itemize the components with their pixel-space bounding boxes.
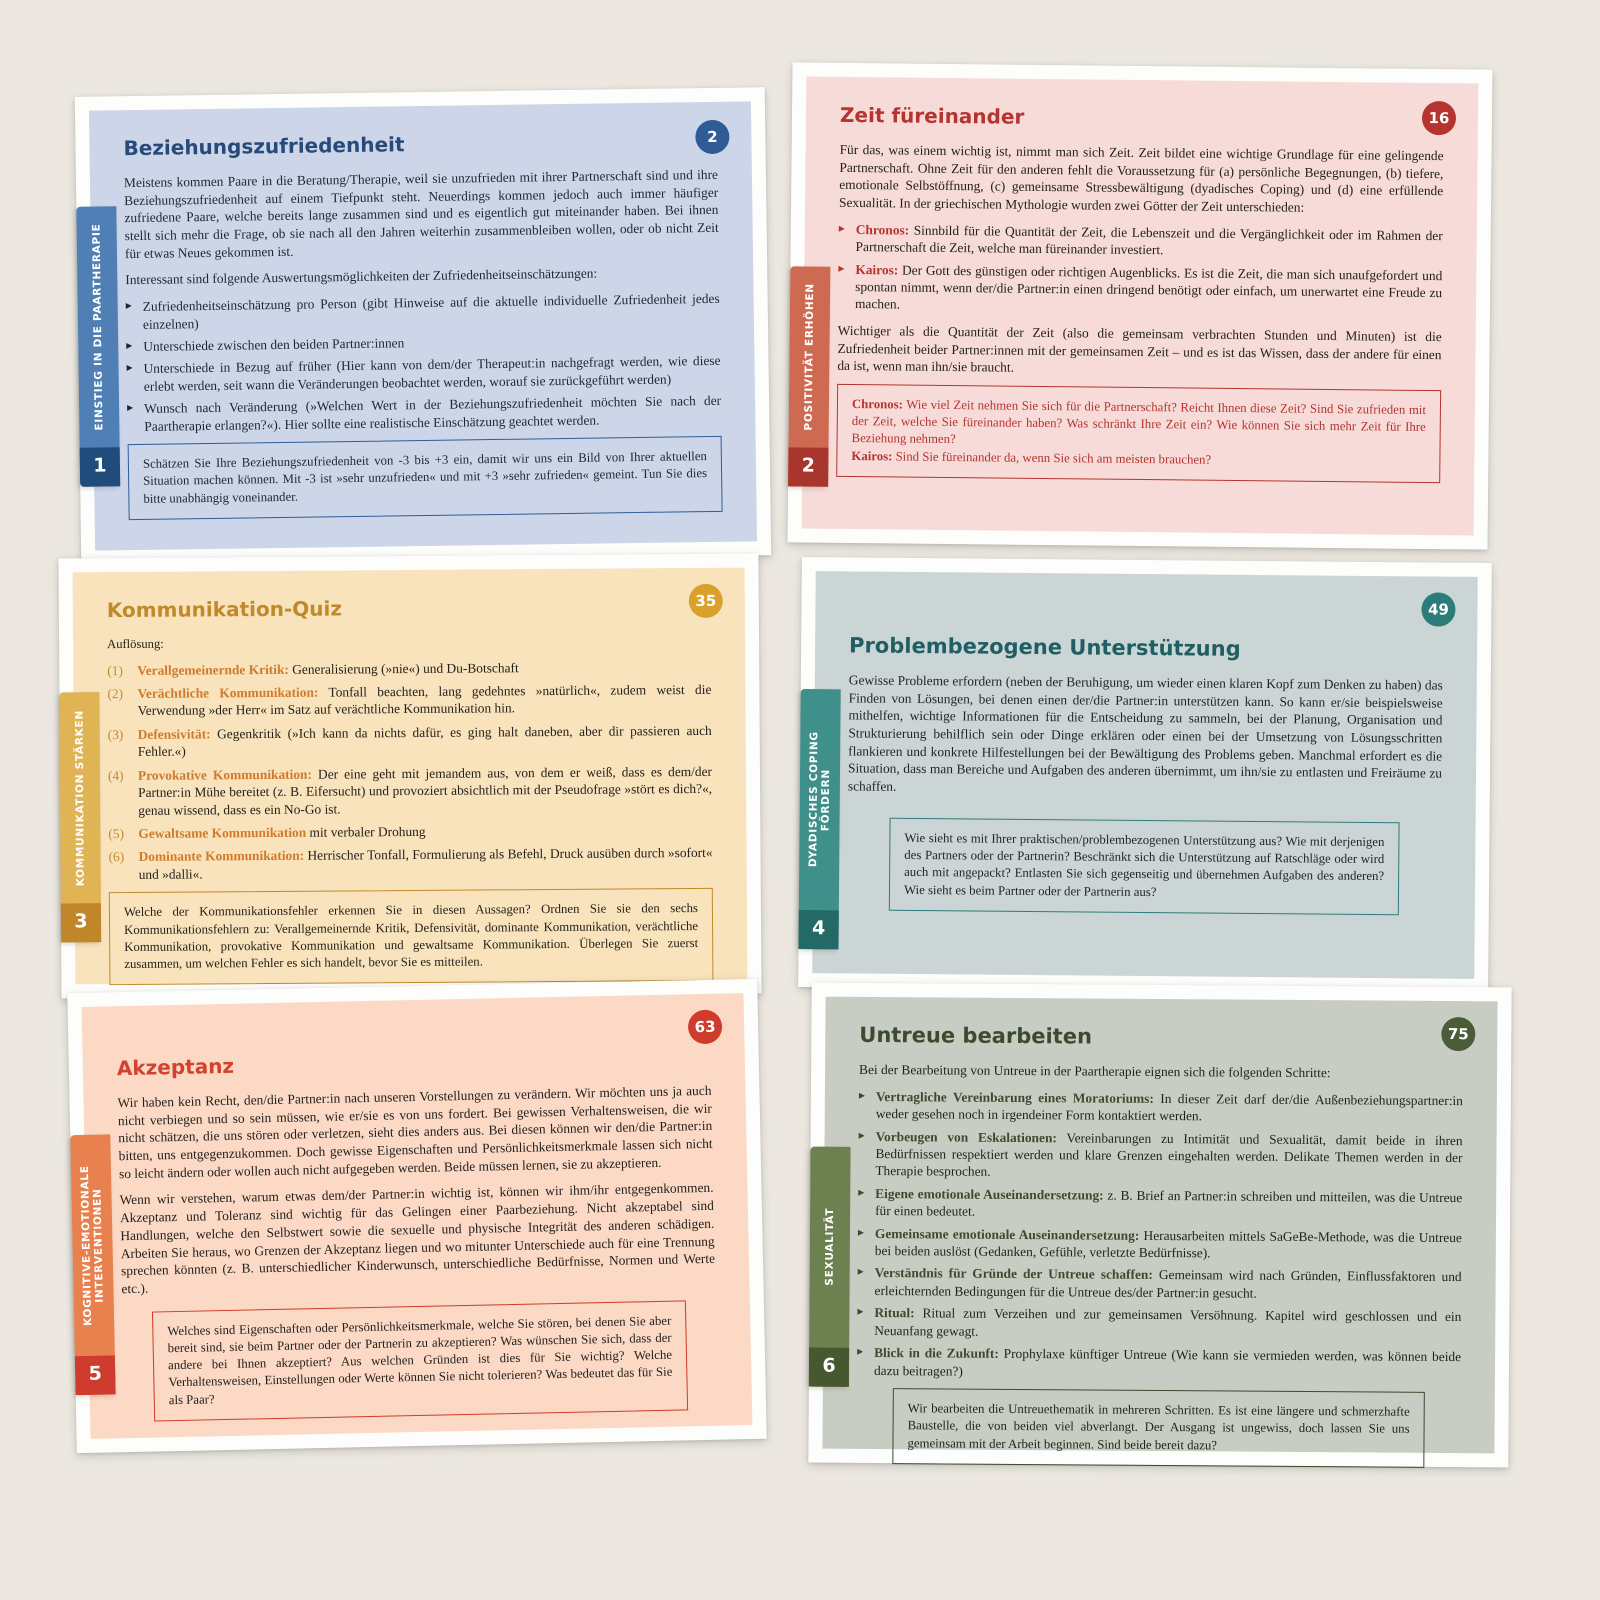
- list-item-text: Gemeinsam wird nach Gründen, Einflussfaktoren und erleichternden Bedingungen für die Untreue des/der Partner:in gesucht.: [874, 1267, 1462, 1301]
- card-number-badge: 49: [1421, 592, 1455, 626]
- list-item-lead: Chronos:: [855, 221, 910, 238]
- card-number-badge: 63: [688, 1010, 723, 1045]
- question-box: Wie sieht es mit Ihrer praktischen/problembezogenen Unterstützung aus? Wie mit derjenigen des Partners oder der Partnerin? Beschränkt sich die Unterstützung auf Ratschläge oder wird auch mit angepackt? Entlasten Sie sich gegenseitig und übernehmen Aufgaben des anderen? Wie sieht es beim Partner oder der Partnerin aus?: [889, 818, 1400, 916]
- card-body: [124, 166, 723, 520]
- bullet-list: [857, 1088, 1463, 1384]
- bullet-list: [126, 290, 722, 435]
- card-kommunikation-quiz[interactable]: [58, 554, 761, 999]
- card-title: Problembezogene Unterstützung: [849, 633, 1241, 661]
- bullet-list: [838, 221, 1443, 319]
- card-body: [117, 1082, 718, 1422]
- list-item: [857, 1344, 1461, 1383]
- question-text: Sind Sie füreinander da, wenn Sie sich am meisten brauchen?: [892, 449, 1212, 467]
- card-inner: [807, 571, 1477, 979]
- card-side-tab[interactable]: [788, 266, 830, 486]
- card-untreue-bearbeiten[interactable]: [808, 983, 1511, 1468]
- list-item: [858, 1185, 1462, 1224]
- list-item: [839, 221, 1443, 262]
- list-item-number: (5): [108, 825, 125, 842]
- question-box: [836, 384, 1441, 483]
- card-side-tab-label: POSITIVITÄT ERHÖHEN: [802, 283, 817, 431]
- list-item-lead: Blick in die Zukunft:: [874, 1345, 999, 1362]
- card-title: Kommunikation-Quiz: [106, 596, 343, 623]
- list-item-lead: Defensivität:: [137, 726, 211, 742]
- list-item-text: Herrischer Tonfall, Formulierung als Befehl, Druck ausüben durch »sofort« und »dalli«.: [138, 845, 713, 882]
- question-box: Wir bearbeiten die Untreuethematik in mehreren Schritten. Es ist eine längere und schmerzhafte Baustelle, die von beiden viel abverlangt. Der Ausgang ist ungewiss, doch lassen Sie uns gemeinsam mit der Arbeit beginnen. Sind beide bereit dazu?: [892, 1388, 1425, 1468]
- numbered-list: [107, 658, 713, 884]
- list-item-text: In dieser Zeit darf der/die Außenbeziehungspartner:in weder gesehen noch in irgendeiner Form kontaktiert werden.: [875, 1090, 1463, 1124]
- card-side-tab-label: EINSTIEG IN DIE PAARTHERAPIE: [90, 223, 106, 431]
- card-title: Akzeptanz: [116, 1053, 235, 1081]
- question-box: Welche der Kommunikationsfehler erkennen Sie in diesen Aussagen? Ordnen Sie sie den sechs Kommunikationsfehlern zu: Verallgemeinernde Kritik, Defensivität, dominante Kommunikation, verächtliche Kommunikation, provokative Kommunikation und gewaltsame Kommunikation. Überlegen Sie zuerst zusammen, um welchen Fehler es sich handelt, bevor Sie es mitteilen.: [109, 888, 714, 985]
- card-side-tab[interactable]: [809, 1147, 851, 1387]
- card-side-tab-label: SEXUALITÄT: [823, 1208, 837, 1287]
- list-item-text: z. B. Brief an Partner:in schreiben und mitteilen, was die Untreue für einen bedeutet.: [875, 1187, 1463, 1219]
- card-title: Beziehungszufriedenheit: [123, 132, 405, 161]
- card-number-badge: 35: [689, 584, 723, 618]
- list-item: [858, 1127, 1462, 1183]
- list-item-lead: Vorbeugen von Eskalationen:: [875, 1128, 1057, 1145]
- list-item-lead: Verächtliche Kommunikation:: [137, 684, 319, 701]
- list-item-lead: Dominante Kommunikation:: [138, 848, 305, 865]
- list-item: [108, 722, 712, 761]
- card-side-tab-label: KOGNITIVE-EMOTIONALE INTERVENTIONEN: [78, 1164, 106, 1326]
- list-item: [857, 1264, 1461, 1303]
- paragraph: Wichtiger als die Quantität der Zeit (also die gemeinsam verbrachten Stunden und Minuten) ist die Zufriedenheit beider Partner:innen mit der gemeinsamen Zeit – und es ist das Wissen, dass der andere für einen da ist, wenn man ihn/sie braucht.: [837, 322, 1442, 375]
- question-lead: Chronos:: [851, 396, 903, 412]
- question-lead: Kairos:: [851, 448, 893, 464]
- list-item-lead: Vertragliche Vereinbarung eines Moratoriums:: [875, 1088, 1154, 1106]
- card-body: [847, 671, 1443, 915]
- list-item: [859, 1088, 1463, 1127]
- list-item-number: (1): [107, 662, 123, 678]
- list-item: [107, 681, 711, 720]
- list-item-text: Tonfall beachten, lang gedehntes »natürlich«, zudem weist die Verwendung »der Herr« im Satz auf verächtliche Kommunikation hin.: [137, 681, 712, 719]
- card-side-tab-number: 2: [788, 447, 828, 486]
- card-akzeptanz[interactable]: [67, 979, 766, 1453]
- paragraph: Für das, was einem wichtig ist, nimmt man sich Zeit. Zeit bildet eine wichtige Grundlage für eine gelingende Partnerschaft. Ohne Zeit für den anderen fehlt die Voraussetzung für (a) persönliche Begegnungen, (b) tiefere, emotionale Selbstöffnung, (c) gemeinsame Stressbewältigung (dyadisches Coping) und (d) eine erfüllende Sexualität. In der griechischen Mythologie wurden zwei Götter der Zeit unterschieden:: [838, 141, 1444, 215]
- card-beziehungszufriedenheit[interactable]: [75, 87, 771, 565]
- card-problembezogene-unterstuetzung[interactable]: [798, 557, 1492, 993]
- card-side-tab[interactable]: [59, 692, 101, 942]
- list-item: [838, 260, 1443, 319]
- list-item-text: Der eine geht mit jemandem aus, von dem er weiß, dass es dem/der Partner:in Mühe bereitet (z. B. Eifersucht) und provoziert absichtlich mit der Pseudofrage »stört es dich?«, genau wissend, dass es ein No-Go ist.: [138, 763, 713, 818]
- card-side-tab[interactable]: [76, 206, 120, 487]
- list-item: [108, 763, 712, 819]
- list-item: [857, 1304, 1461, 1343]
- card-body: [107, 632, 713, 986]
- card-side-tab-number: 3: [61, 903, 101, 942]
- intro-text: Auflösung:: [107, 636, 164, 652]
- list-item-number: (6): [108, 849, 125, 865]
- paragraph: Interessant sind folgende Auswertungsmöglichkeiten der Zufriedenheitseinschätzungen:: [125, 266, 598, 288]
- card-inner: [78, 993, 753, 1439]
- list-item-lead: Eigene emotionale Auseinandersetzung:: [875, 1185, 1104, 1203]
- list-item-text: Herausarbeiten mittels SaGeBe-Methode, was die Untreue bei beiden auslöst (Gedanken, Gefühle, verletzte Bedürfnisse).: [874, 1227, 1462, 1261]
- list-item-text: Generalisierung (»nie«) und Du-Botschaft: [288, 659, 519, 677]
- card-side-tab[interactable]: [798, 689, 840, 949]
- card-inner: [822, 997, 1497, 1454]
- list-item-lead: Verallgemeinernde Kritik:: [137, 661, 289, 678]
- card-side-tab-number: 1: [80, 447, 121, 487]
- card-side-tab-number: 5: [75, 1355, 116, 1395]
- list-item-lead: Kairos:: [855, 261, 899, 278]
- list-item-lead: Provokative Kommunikation:: [137, 766, 312, 783]
- paragraph: Wenn wir verstehen, warum etwas dem/der Partner:in wichtig ist, können wir ihm/ihr entgegenkommen. Akzeptanz und Toleranz sind wichtig für das Gelingen einer Paarbeziehung. Nicht akzeptabel sind Handlungen, welche den Selbstwert sowie die sexuelle und physische Integrität des anderen schädigen. Arbeiten Sie heraus, wo Grenzen der Akzeptanz liegen und wo mitunter Unterschiede auch für eine Trennung sprechen könnten (z. B. unterschiedlicher Kinderwunsch, unterschiedliche Bedürfnisse, Normen und Werte etc.).: [119, 1180, 716, 1297]
- question-box: Schätzen Sie Ihre Beziehungszufriedenheit von -3 bis +3 ein, damit wir uns ein Bild von Ihrer aktuellen Situation machen können. Mit -3 ist »sehr unzufrieden« und mit +3 »sehr zufrieden« gemeint. Tun Sie dies bitte unabhängig voneinander.: [128, 436, 723, 520]
- card-zeit-fuereinander[interactable]: [788, 62, 1493, 549]
- list-item: [107, 658, 711, 680]
- question-text: Wie viel Zeit nehmen Sie sich für die Partnerschaft? Reicht Ihnen diese Zeit? Sind Sie zufrieden mit der Zeit, welche Sie füreinander haben? Was schränkt Ihre Zeit ein? Wie können Sie sich mehr Zeit für Ihre Beziehung nehmen?: [851, 397, 1427, 447]
- card-body: [856, 1061, 1463, 1468]
- card-inner: [89, 101, 757, 550]
- paragraph: Wir haben kein Recht, den/die Partner:in nach unseren Vorstellungen zu verändern. Wir möchten uns ja auch nicht verbiegen und so sein müssen, wie er/sie es von uns fordert. Bei gewissen Verhaltensweisen, die wir nicht schätzen, die uns stören oder verletzen, sieht dies anders aus. Bei diesen können wir den/die Partner:in bitten, uns entgegenzukommen. Doch gewisse Eigenschaften und Persönlichkeitsmerkmale lassen sich nicht so leicht ändern oder wollen auch nicht aufgegeben werden. Beide müssen lernen, sie zu akzeptieren.: [117, 1082, 713, 1181]
- card-body: [836, 141, 1443, 483]
- card-number-badge: 75: [1441, 1017, 1475, 1051]
- card-side-tab-label: DYADISCHES COPING FÖRDERN: [807, 731, 833, 868]
- question-line: [852, 396, 1427, 454]
- list-item: [108, 821, 712, 843]
- card-number-badge: 2: [695, 120, 729, 154]
- list-item: [108, 844, 712, 883]
- card-title: Zeit füreinander: [839, 102, 1025, 129]
- list-item-text: Der Gott des günstigen oder richtigen Augenblicks. Es ist die Zeit, die man sich unaufgefordert und spontan nimmt, wenn der/die Partner:in einen dringend benötigt oder einfach, um unerwartet eine Freude zu machen.: [854, 262, 1443, 312]
- list-item-lead: Verständnis für Gründe der Untreue schaffen:: [874, 1265, 1153, 1283]
- card-title: Untreue bearbeiten: [859, 1022, 1093, 1049]
- list-item-text: Vereinbarungen zu Intimität und Sexualität, damit beide in ihren Bedürfnissen respektiert werden und klare Grenzen eingehalten werden. Delikate Themen werden in der Therapie besprochen.: [875, 1129, 1463, 1180]
- card-inner: [73, 568, 748, 985]
- card-side-tab[interactable]: [70, 1134, 115, 1395]
- list-item-number: (3): [107, 726, 124, 742]
- card-side-tab-number: 6: [809, 1348, 849, 1387]
- list-item-lead: Ritual:: [874, 1305, 915, 1321]
- paragraph: Gewisse Probleme erfordern (neben der Beruhigung, um wieder einen klaren Kopf zum Denken zu haben) das Finden von Lösungen, bei denen einen der/die Partner:in unterstützen kann. So kann er/sie beispielsweise mithelfen, wichtige Informationen für die Entscheidung zu sammeln, bei der Planung, Organisation und Strukturierung behilflich sein oder Dinge erklären oder einen bei der Umsetzung von Lösungsschritten flankieren und konkrete Hilfestellungen bei der Bewältigung des Problems geben. Manchmal erfordert es die Situation, dass man Bereiche und Aufgaben des anderen übernimmt, um ihn/sie zu entlasten und Freiräume zu schaffen.: [847, 672, 1443, 794]
- list-item-text: Ritual zum Verzeihen und zur gemeinsamen Versöhnung. Kapitel wird geschlossen und ein Neuanfang gewagt.: [874, 1305, 1462, 1339]
- list-item-text: Gegenkritik (»Ich kann da nichts dafür, es ging halt daneben, aber dir passieren auch Fehler.«): [137, 722, 712, 760]
- list-item-text: Prophylaxe künftiger Untreue (Wie kann sie vermieden werden, was können beide dazu beitragen?): [873, 1346, 1462, 1379]
- list-item: ▸ Unterschiede in Bezug auf früher (Hier kann von dem/der Therapeut:in nachgefragt werden, wie diese erlebt werden, seit wann die Veränderungen beobachtet werden, worauf sie zurückgeführt werden): [126, 352, 720, 395]
- card-side-tab-number: 4: [798, 910, 838, 949]
- intro-text: Bei der Bearbeitung von Untreue in der Paartherapie eignen sich die folgenden Schritte:: [859, 1061, 1331, 1081]
- list-item-text: Sinnbild für die Quantität der Zeit, die Lebenszeit und die Vergänglichkeit oder im Rahmen der Partnerschaft die Zeit, welche man füreinander investiert.: [855, 222, 1443, 258]
- list-item-text: mit verbaler Drohung: [306, 823, 426, 840]
- card-inner: [802, 76, 1479, 535]
- list-item: [858, 1225, 1462, 1264]
- list-item: ▸ Unterschiede zwischen den beiden Partner:innen: [126, 330, 720, 356]
- paragraph: Meistens kommen Paare in die Beratung/Therapie, weil sie unzufrieden mit ihrer Partnerschaft sind und ihre Beziehungszufriedenheit auf einem Tiefpunkt steht. Neuerdings kommen jedoch auch immer häufiger zufriedene Paare, welche bereits lange zusammen sind und es eigentlich gut miteinander haben. Bei ihnen stellt sich mehr die Frage, ob sie nach all den Jahren weiterhin zusammenbleiben wollen, oder ob nicht Zeit für etwas Neues gekommen ist.: [123, 166, 719, 261]
- list-item: ▸ Zufriedenheitseinschätzung pro Person (gibt Hinweise auf die aktuelle individuelle Zufriedenheit jedes einzelnen): [126, 290, 720, 333]
- list-item-number: (4): [107, 767, 124, 783]
- list-item-number: (2): [107, 686, 124, 702]
- question-box: Welches sind Eigenschaften oder Persönlichkeitsmerkmale, welche Sie stören, bei denen Sie aber bereit sind, sie beim Partner oder der Partnerin zu akzeptieren? Was wünschen Sie sich, dass der andere bei Ihnen akzeptiert? Aus welchen Gründen ist dies für Sie wichtig? Welche Verhaltensweisen, Einstellungen oder Werte können Sie nicht tolerieren? Was bedeutet das für Sie als Paar?: [152, 1300, 688, 1421]
- card-side-tab-label: KOMMUNIKATION STÄRKEN: [73, 709, 87, 886]
- list-item-lead: Gewaltsame Kommunikation: [138, 824, 307, 841]
- card-number-badge: 16: [1422, 101, 1456, 135]
- list-item: ▸ Wunsch nach Veränderung (»Welchen Wert in der Beziehungszufriedenheit möchten Sie nach der Paartherapie erlangen?«). Hier sollte eine realistische Einschätzung geachtet werden.: [127, 392, 721, 435]
- list-item-lead: Gemeinsame emotionale Auseinandersetzung:: [874, 1225, 1140, 1243]
